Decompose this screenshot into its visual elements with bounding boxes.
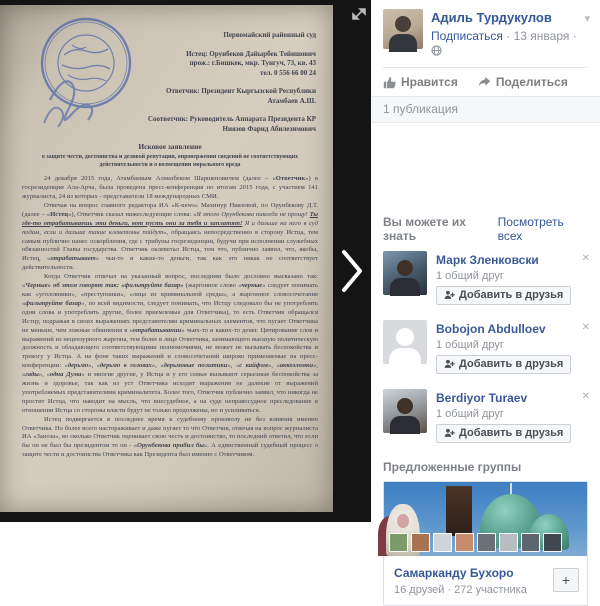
friend-name-link[interactable]: Марк Зленковски (436, 253, 539, 267)
groups-title: Предложенные группы (383, 460, 522, 474)
doc-court-header: Первомайский районный суд (223, 31, 316, 39)
doc-paragraph: Отвечая на вопрос главного редактора ИА «К-news» Махинур Ниязовой, по Орунбекову Д.Т. (далее – «Истец»), Ответчик сказал нижеследующие слова: «Я этого Орунбекова никогда не прощу! Ты где-то отрабатываешь эти деньги, вот пусть они за тебя и заплатят! Я и дальше на него в суд подам, если и дальше такие клеветоны пойдут», обращаясь непосредственно в сторону Истца, тем самым публично нанес оскорбления, где с трибуны госрезиденции, будучи при исполнении служебных обязанностей Главы государства. Ответчик оклеветал Истца, тем что, публично заявил, что, якобы, Истец, «отрабатывает» чьи-то и какие-то деньги, так как это никак не соответствует действительности. (22, 201, 318, 272)
pymk-item (371, 381, 600, 450)
pymk-item (371, 312, 600, 381)
author-name-link[interactable]: Адиль Турдукулов (431, 10, 552, 25)
friend-avatar[interactable] (383, 389, 427, 433)
viewer-controls-strip (333, 0, 371, 522)
group-card-footer (384, 556, 587, 605)
cover-figure (397, 514, 409, 528)
globe-privacy-icon (431, 45, 442, 56)
friend-avatar[interactable] (383, 251, 427, 295)
doc-paragraph: Истец подвергается в последнее время к судебному произволу не без влияния именно Ответчика. Но более всего настораживает и даже пугает то что Ответчик, отвечая на вопрос журналиста ИА «Заноза», во сколько Ответчик оценивает свою честь и достоинство, то последний ответил, что если бы он не был бы президентом то он - «Орунбекова прибил бы». А единственный судебный процесс о защите чести и достоинства Ответчика как Президента был именно с Ответчиком. (22, 415, 318, 459)
friend-name-link[interactable]: Bobojon Abdulloev (436, 322, 546, 336)
doc-party-line: Атамбаев А.Ш. (267, 96, 316, 105)
see-all-link[interactable]: Посмотреть всех (497, 215, 564, 243)
fullscreen-icon[interactable] (352, 7, 366, 21)
group-member-avatar (411, 533, 430, 552)
doc-party-line: Соответчик: Руководитель Аппарата Президента КР (147, 115, 316, 123)
mutual-friends-label: 1 общий друг (436, 339, 504, 351)
avatar-silhouette (390, 278, 420, 296)
add-friend-button[interactable] (436, 424, 571, 443)
next-photo-arrow-icon[interactable] (340, 248, 364, 294)
cover-building (446, 486, 472, 536)
doc-party-line: Ответчик: Президент Кыргызской Республики (166, 87, 316, 95)
share-label: Поделиться (495, 75, 568, 89)
close-icon[interactable]: ✕ (581, 322, 590, 333)
post-date[interactable]: 13 января (513, 29, 570, 43)
doc-paragraph: Когда Ответчик отвечал на указанный вопрос, последним было дословно высказано так: «Черные» об этом говорят так: «фильтруйте базар» (жаргонное слово «черные» следует понимать как «уголовники», «преступники», «лица из криминальной среды», а жаргонное словосочетание «фильтруйте базар», по всей видимости, следует понимать, что Истцу следовало бы не употреблять одни слова и употреблять другие, более приемлемые для Ответчика), то есть Ответчик обращался Истцу, подражая в своих выражениях представителям криминальных элементов, что пугает Ответчика не меньше, чем ложные обвинения в «отрабатывании» чьих-то и каких-то денег. Цитирование слов и выражений из нецензурного жаргона, тем более в лице Ответчика, занимающего высшую политическую должность и обладающего соответствующими полномочиями, не может не вызывать беспокойства и тревогу у Истца. А на фоне таких выражений и словосочетаний широко применяемые на пресс-конференции: «дерьмо», «дерьмо в головах», «дерьмовые политики», «с кайфом», «аккозломки», «гады», «одна Дума» и многие другие, у Истца и у его семьи вызывают серьезные беспокойства за жизнь и здоровье, так как из уст Ответчика исходят выражения не далекие от выражений употребляемых представителями криминалитета. Более того, Ответчик публично заявил, что никогда не простит Истца, что наводит на мысль, что внесудебное, а на суде неправосудное преследование в отношении Истца со стороны власти будут не только продолжены, но и усиливаться. (22, 273, 319, 414)
mutual-friends-label: 1 общий друг (436, 408, 504, 420)
doc-party-line: Ниязов Фарид Абилезимович (222, 124, 316, 133)
author-avatar[interactable] (383, 9, 423, 49)
add-friend-label: Добавить в друзья (459, 358, 564, 370)
avatar-silhouette (396, 328, 414, 346)
doc-body (22, 175, 318, 460)
join-group-button[interactable]: + (553, 568, 579, 592)
like-button[interactable] (383, 75, 458, 89)
thumbs-up-icon (383, 76, 396, 89)
avatar-silhouette (395, 16, 411, 32)
group-member-avatars (389, 533, 562, 552)
doc-subtitle: о защите чести, достоинства и деловой репутации, опровержении сведений не соответствующих действительности и о возмещении морального вреда (41, 154, 299, 168)
meta-separator: · (572, 29, 577, 43)
add-friend-button[interactable] (436, 286, 571, 305)
pymk-title: Вы можете их знать (383, 215, 466, 243)
meta-separator: · (506, 29, 514, 43)
add-friend-label: Добавить в друзья (459, 289, 564, 301)
group-member-avatar (543, 533, 562, 552)
share-button[interactable] (478, 75, 568, 89)
post-header (371, 0, 600, 63)
avatar-silhouette (389, 34, 417, 52)
doc-paragraph: 24 декабря 2015 года, Атамбаевым Алмазбеком Шаршеновичем (далее – «Ответчик») в госрезиденции Ала-Арча, была проведена пресс-конференция по итогам 2015 года, с участием 141 журналиста, 24 из которых - представители 18 международных СМИ. (22, 175, 318, 200)
pymk-item (371, 243, 600, 312)
group-member-avatar (521, 533, 540, 552)
avatar-silhouette (389, 348, 421, 368)
pymk-header (371, 215, 600, 243)
group-member-avatar (455, 533, 474, 552)
friend-avatar[interactable] (383, 320, 427, 364)
group-name-link[interactable]: Самарканду Бухоро (394, 566, 514, 580)
chevron-down-icon[interactable]: ▾ (584, 13, 590, 25)
doc-party-line: прож.: г.Бишкек, мкр. Тунгуч, 73, кв. 43 (189, 59, 316, 67)
add-friend-button[interactable] (436, 355, 571, 374)
avatar-silhouette (397, 398, 413, 414)
share-arrow-icon (478, 76, 491, 89)
group-member-avatar (477, 533, 496, 552)
avatar-silhouette (390, 416, 420, 434)
group-member-avatar (499, 533, 518, 552)
avatar-silhouette (397, 260, 413, 276)
close-icon[interactable]: ✕ (581, 391, 590, 402)
mutual-friends-label: 1 общий друг (436, 270, 504, 282)
document-photo[interactable] (0, 5, 333, 512)
group-cover-photo[interactable] (384, 482, 587, 556)
doc-party-line: Истец: Орунбеков Дайырбек Тейишович (186, 49, 316, 58)
close-icon[interactable]: ✕ (581, 253, 590, 264)
group-meta: 16 друзей · 272 участника (394, 584, 527, 596)
group-member-avatar (389, 533, 408, 552)
person-plus-icon (444, 359, 455, 369)
suggested-groups-section (371, 460, 600, 606)
like-label: Нравится (401, 75, 458, 89)
add-friend-label: Добавить в друзья (459, 427, 564, 439)
groups-header (371, 460, 600, 474)
friend-name-link[interactable]: Berdiyor Turaev (436, 391, 528, 405)
photo-sidebar (371, 0, 600, 596)
post-actions (383, 67, 588, 96)
person-plus-icon (444, 428, 455, 438)
post-stats-link[interactable]: 1 публикация (371, 96, 600, 123)
doc-party-line: тел. 0 556 66 00 24 (260, 68, 316, 77)
group-card (383, 481, 588, 606)
follow-link[interactable]: Подписаться (431, 29, 503, 43)
group-member-avatar (433, 533, 452, 552)
people-you-may-know-section (371, 215, 600, 450)
legal-document (0, 5, 333, 512)
doc-title: Исковое заявление (138, 142, 202, 151)
person-plus-icon (444, 290, 455, 300)
